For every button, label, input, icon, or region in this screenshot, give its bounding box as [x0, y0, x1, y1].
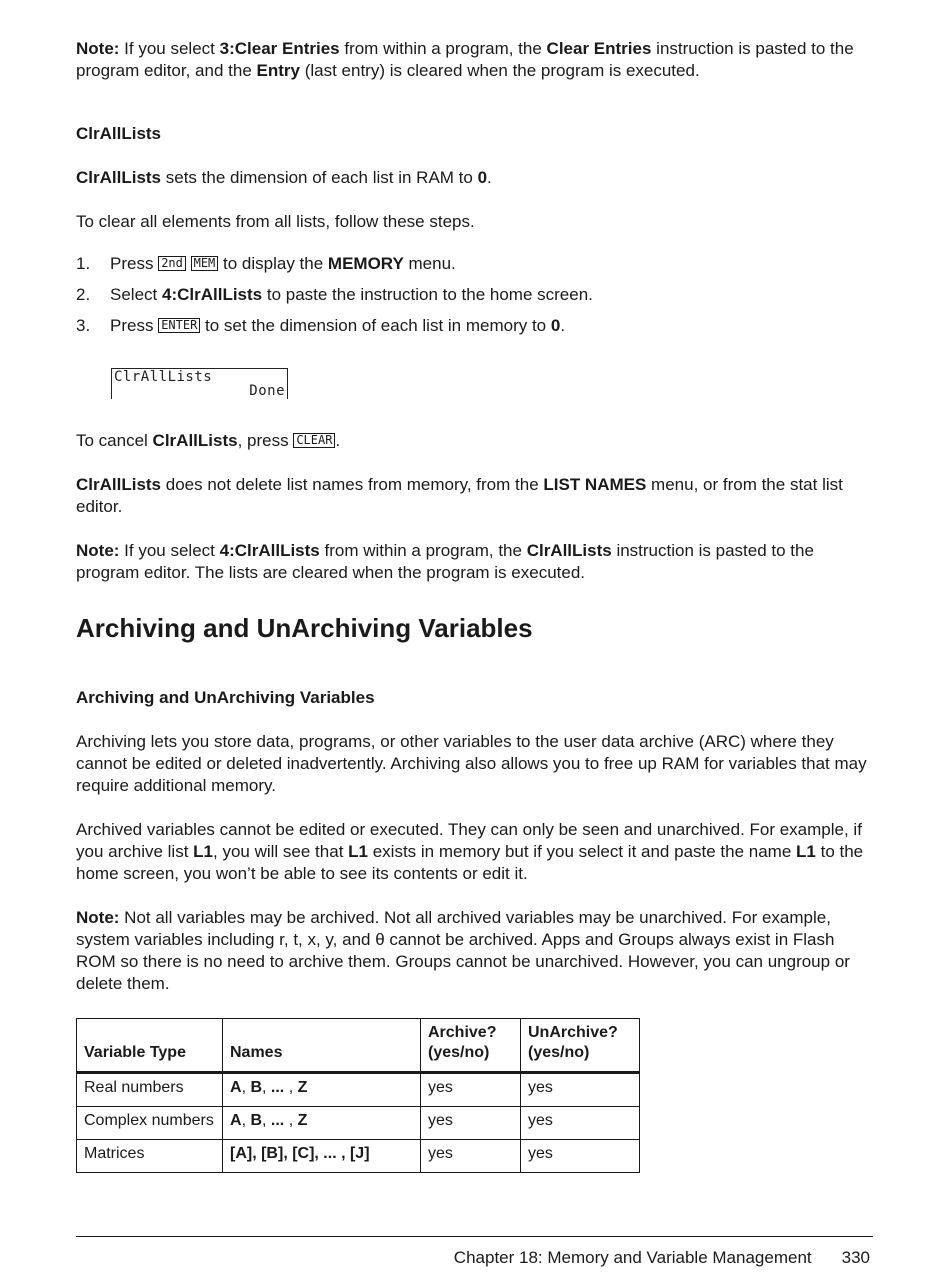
note-archiving: Note: Not all variables may be archived. Not all archived variables may be unarchived. For example, system variables including r, t, x, y, and θ cannot be archived. Apps and Groups always exist in Flash ROM so there is no need to archive them. Groups cannot be unarchived. However, you can ungroup or delete them.	[76, 908, 850, 993]
header-names: Names	[223, 1019, 421, 1073]
calculator-screen	[111, 368, 288, 399]
key-clear: CLEAR	[293, 433, 335, 448]
note-clear-entries: Note: If you select 3:Clear Entries from within a program, the Clear Entries instruction is pasted to the program editor, and the Entry (last entry) is cleared when the program is executed.	[76, 39, 854, 80]
steps-list	[76, 254, 876, 347]
table-header-row	[77, 1019, 640, 1073]
key-2nd: 2nd	[158, 256, 186, 271]
clralllists-names-note: ClrAllLists does not delete list names from memory, from the LIST NAMES menu, or from the stat list editor.	[76, 475, 843, 516]
note-clralllists-program: Note: If you select 4:ClrAllLists from within a program, the ClrAllLists instruction is pasted to the program editor. The lists are cleared when the program is executed.	[76, 541, 814, 582]
cell-archive: yes	[421, 1073, 521, 1107]
footer-chapter: Chapter 18: Memory and Variable Management	[453, 1248, 812, 1267]
key-enter: ENTER	[158, 318, 200, 333]
cell-type: Real numbers	[77, 1073, 223, 1107]
cell-unarchive: yes	[521, 1140, 640, 1173]
cell-archive: yes	[421, 1140, 521, 1173]
page-footer	[76, 1248, 873, 1268]
cell-type: Matrices	[77, 1140, 223, 1173]
cell-unarchive: yes	[521, 1073, 640, 1107]
clralllists-description: ClrAllLists sets the dimension of each list in RAM to 0.	[76, 168, 492, 187]
footer-rule	[76, 1236, 873, 1237]
cell-type: Complex numbers	[77, 1107, 223, 1140]
cancel-instruction: To cancel ClrAllLists, press CLEAR .	[76, 431, 341, 450]
cell-names: A, B, ... , Z	[223, 1107, 421, 1140]
step-2: 2. Select 4:ClrAllLists to paste the instruction to the home screen.	[76, 285, 593, 304]
variable-archive-table	[76, 1018, 640, 1173]
clralllists-intro: To clear all elements from all lists, follow these steps.	[76, 212, 475, 231]
step-1: 1. Press 2nd MEM to display the MEMORY menu.	[76, 254, 456, 273]
archived-variables-paragraph: Archived variables cannot be edited or executed. They can only be seen and unarchived. For example, if you archive list L1, you will see that L1 exists in memory but if you select it and paste the name L1 to the home screen, you won’t be able to see its contents or edit it.	[76, 820, 864, 883]
archiving-intro: Archiving lets you store data, programs, or other variables to the user data archive (ARC) where they cannot be edited or deleted inadvertently. Archiving also allows you to free up RAM for variables that may require additional memory.	[76, 732, 867, 795]
cell-names: A, B, ... , Z	[223, 1073, 421, 1107]
header-unarchive: UnArchive? (yes/no)	[521, 1019, 640, 1073]
screen-command: ClrAllLists	[114, 369, 213, 385]
archiving-subheading: Archiving and UnArchiving Variables	[76, 688, 375, 707]
cell-names: [A], [B], [C], ... , [J]	[223, 1140, 421, 1173]
table-row	[77, 1073, 640, 1107]
screen-result: Done	[249, 383, 285, 399]
page-number: 330	[841, 1248, 870, 1267]
cell-archive: yes	[421, 1107, 521, 1140]
table-row	[77, 1107, 640, 1140]
header-variable-type: Variable Type	[77, 1019, 223, 1073]
step-3: 3. Press ENTER to set the dimension of each list in memory to 0.	[76, 316, 566, 335]
key-mem: MEM	[191, 256, 219, 271]
table-row	[77, 1140, 640, 1173]
cell-unarchive: yes	[521, 1107, 640, 1140]
section-title: Archiving and UnArchiving Variables	[76, 613, 533, 643]
header-archive: Archive? (yes/no)	[421, 1019, 521, 1073]
clralllists-heading: ClrAllLists	[76, 124, 162, 143]
